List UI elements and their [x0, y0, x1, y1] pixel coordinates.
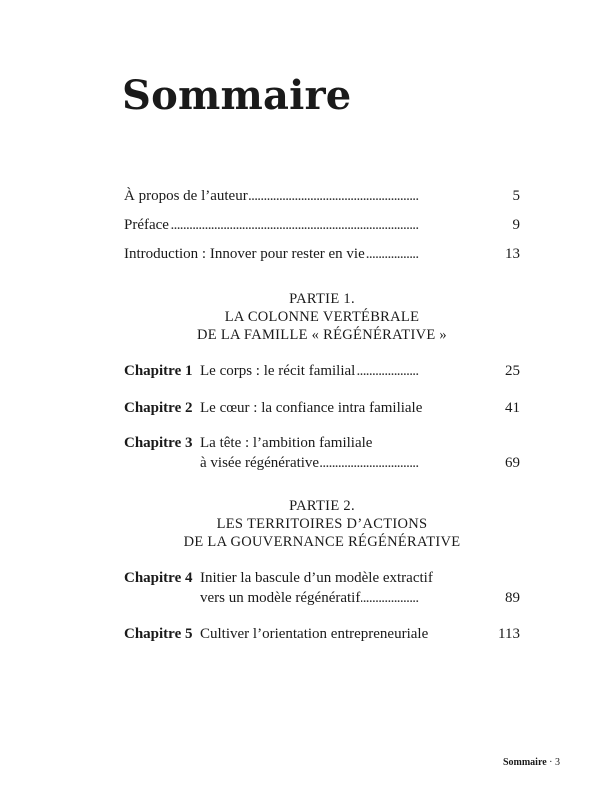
leader-dots — [124, 215, 480, 235]
chapter-title: Le cœur : la confiance intra familiale — [200, 400, 423, 416]
toc-entry-page: 113 — [482, 624, 520, 644]
toc-entry-page: 69 — [482, 453, 520, 473]
toc-entry-chapter-1[interactable] — [124, 361, 520, 381]
part-title-line: LA COLONNE VERTÉBRALE — [224, 309, 420, 325]
chapter-title: Le corps : le récit familial — [200, 363, 356, 379]
chapter-title: Cultiver l’orientation entrepreneuriale — [200, 626, 429, 642]
toc-entry-preface[interactable] — [124, 215, 520, 235]
toc-entry-introduction[interactable] — [124, 244, 520, 264]
chapter-number: Chapitre 3 — [124, 435, 193, 451]
part-1-heading — [124, 290, 520, 344]
toc-entry-page: 41 — [482, 398, 520, 418]
toc-entry-label: À propos de l’auteur — [124, 188, 248, 204]
page-number: 3 — [555, 757, 560, 768]
chapter-title: Initier la bascule d’un modèle extractif — [200, 570, 433, 586]
chapter-number: Chapitre 1 — [124, 363, 193, 379]
toc-entry-chapter-4-cont[interactable] — [124, 588, 520, 608]
footer-section: Sommaire — [502, 757, 547, 768]
chapter-title-cont: vers un modèle régénératif — [200, 590, 361, 606]
toc-entry-chapter-2[interactable] — [124, 398, 520, 418]
toc-entry-label: Introduction : Innover pour rester en vie — [124, 246, 365, 262]
toc-entry-page: 13 — [482, 244, 520, 264]
toc-entry-page: 9 — [482, 215, 520, 235]
toc-entry-page: 5 — [482, 186, 520, 206]
footer-separator: · — [546, 757, 555, 768]
part-title-line: DE LA FAMILLE « RÉGÉNÉRATIVE » — [197, 327, 447, 343]
part-title-line: LES TERRITOIRES D’ACTIONS — [216, 516, 428, 532]
page-title: Sommaire — [122, 72, 352, 119]
toc-entry-about-author[interactable] — [124, 186, 520, 206]
toc-entry-chapter-3[interactable] — [124, 433, 520, 453]
chapter-number: Chapitre 2 — [124, 400, 193, 416]
part-2-heading — [124, 497, 520, 551]
chapter-number: Chapitre 5 — [124, 626, 193, 642]
toc-entry-page: 25 — [482, 361, 520, 381]
toc-entry-chapter-5[interactable] — [124, 624, 520, 644]
chapter-title-cont: à visée régénérative — [200, 455, 320, 471]
toc-entry-chapter-3-cont[interactable] — [124, 453, 520, 473]
chapter-title: La tête : l’ambition familiale — [200, 435, 373, 451]
chapter-number: Chapitre 4 — [124, 570, 193, 586]
part-title-line: DE LA GOUVERNANCE RÉGÉNÉRATIVE — [183, 534, 461, 550]
part-number: PARTIE 1. — [289, 291, 355, 307]
toc-entry-chapter-4[interactable] — [124, 568, 520, 588]
part-number: PARTIE 2. — [289, 498, 355, 514]
page-footer — [440, 756, 560, 770]
toc-entry-label: Préface — [124, 217, 169, 233]
toc-entry-page: 89 — [482, 588, 520, 608]
